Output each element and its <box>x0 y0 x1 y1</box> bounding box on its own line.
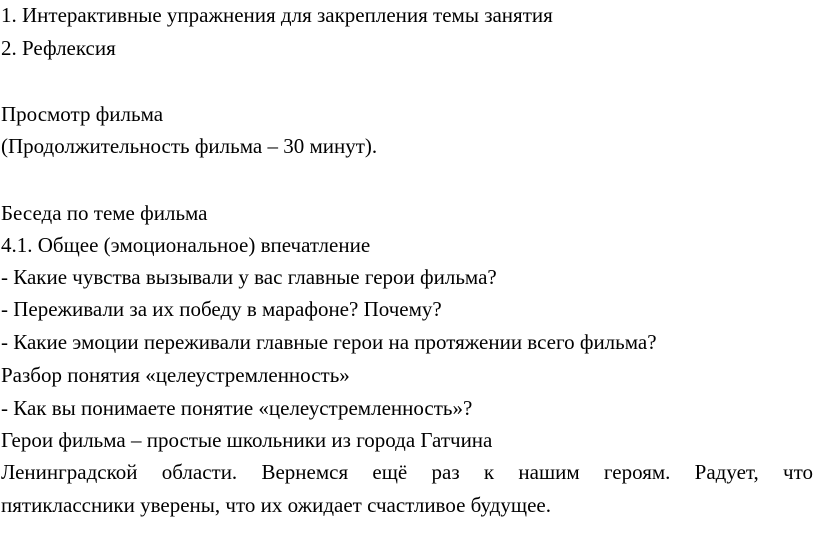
section-heading-film-viewing: Просмотр фильма <box>1 102 164 126</box>
question-emotions: - Какие эмоции переживали главные герои на протяжении всего фильма? <box>1 330 657 354</box>
film-duration-note: (Продолжительность фильма – 30 минут). <box>1 134 378 158</box>
question-purposefulness: - Как вы понимаете понятие «целеустремленность»? <box>1 396 473 420</box>
list-item-interactive-exercises: 1. Интерактивные упражнения для закрепления темы занятия <box>1 3 553 27</box>
section-heading-purposefulness: Разбор понятия «целеустремленность» <box>1 363 350 387</box>
list-item-reflection: 2. Рефлексия <box>1 36 116 60</box>
section-heading-discussion: Беседа по теме фильма <box>1 201 208 225</box>
paragraph-heroes-line-3: пятиклассники уверены, что их ожидает счастливое будущее. <box>1 493 551 517</box>
paragraph-heroes-line-1: Герои фильма – простые школьники из города Гатчина <box>1 428 493 452</box>
question-marathon-victory: - Переживали за их победу в марафоне? Почему? <box>1 297 442 321</box>
question-feelings: - Какие чувства вызывали у вас главные герои фильма? <box>1 265 497 289</box>
subsection-heading-general-impression: 4.1. Общее (эмоциональное) впечатление <box>1 233 371 257</box>
paragraph-heroes-line-2: Ленинградской области. Вернемся ещё раз к нашим героям. Радует, что <box>1 460 813 484</box>
